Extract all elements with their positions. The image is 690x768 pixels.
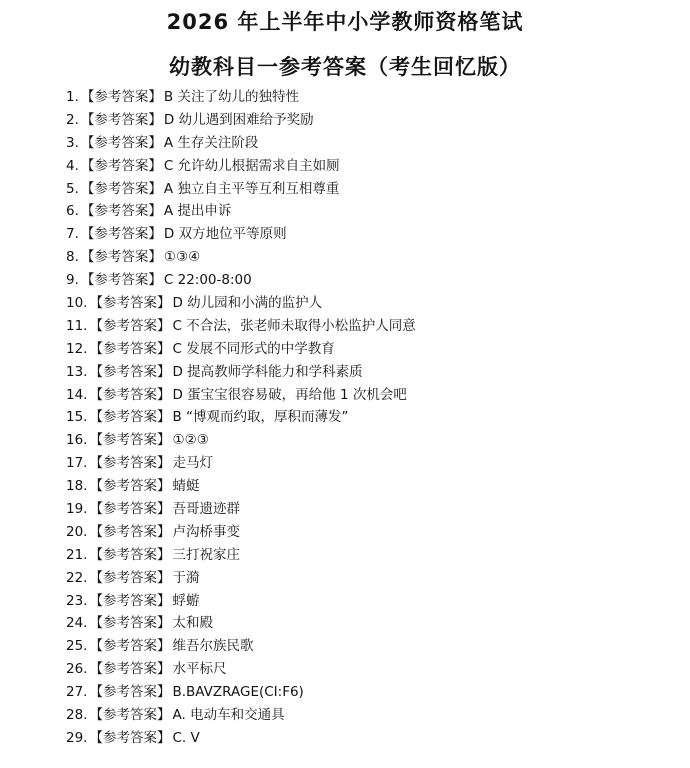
answer-tag: 【参考答案】 <box>80 180 162 197</box>
answer-item <box>66 475 416 498</box>
answer-tag: 【参考答案】 <box>89 615 171 632</box>
answer-item <box>66 384 416 407</box>
answer-number: 18. <box>66 478 88 495</box>
answer-tag: 【参考答案】 <box>89 386 171 403</box>
answer-number: 24. <box>66 615 88 632</box>
answer-number: 10. <box>66 295 88 312</box>
answer-number: 23. <box>66 592 88 609</box>
answer-text: ①②③ <box>172 432 209 449</box>
answer-number: 9. <box>66 272 79 289</box>
answer-number: 11. <box>66 317 88 334</box>
answer-number: 8. <box>66 249 79 266</box>
answer-tag: 【参考答案】 <box>89 478 171 495</box>
answer-tag: 【参考答案】 <box>89 661 171 678</box>
answer-tag: 【参考答案】 <box>89 546 171 563</box>
answer-text: D 蛋宝宝很容易破，再给他 1 次机会吧 <box>172 386 407 403</box>
answer-tag: 【参考答案】 <box>89 340 171 357</box>
answer-text: D 幼儿遇到困难给予奖励 <box>163 111 314 128</box>
answer-number: 21. <box>66 546 88 563</box>
answer-text: B “博观而约取，厚积而薄发” <box>172 409 349 426</box>
answer-text: D 幼儿园和小满的监护人 <box>172 295 323 312</box>
answer-tag: 【参考答案】 <box>89 569 171 586</box>
answer-tag: 【参考答案】 <box>89 317 171 334</box>
answer-tag: 【参考答案】 <box>89 684 171 701</box>
answer-item <box>66 315 416 338</box>
answer-tag: 【参考答案】 <box>89 295 171 312</box>
answer-number: 29. <box>66 729 88 746</box>
answer-item <box>66 635 416 658</box>
answer-text: 水平标尺 <box>172 661 227 678</box>
answer-item <box>66 269 416 292</box>
answer-text: C 发展不同形式的中学教育 <box>172 340 335 357</box>
answer-tag: 【参考答案】 <box>80 272 162 289</box>
answer-tag: 【参考答案】 <box>89 638 171 655</box>
answer-item <box>66 727 416 750</box>
answer-number: 12. <box>66 340 88 357</box>
answer-number: 3. <box>66 134 79 151</box>
answer-text: A 提出申诉 <box>163 203 232 220</box>
answer-text: D 提高教师学科能力和学科素质 <box>172 363 363 380</box>
answer-item <box>66 704 416 727</box>
answer-number: 6. <box>66 203 79 220</box>
answer-number: 2. <box>66 111 79 128</box>
answer-number: 4. <box>66 157 79 174</box>
answer-item <box>66 429 416 452</box>
answer-number: 19. <box>66 501 88 518</box>
answer-item <box>66 590 416 613</box>
answer-number: 13. <box>66 363 88 380</box>
answer-text: A 生存关注阶段 <box>163 134 259 151</box>
answer-item <box>66 223 416 246</box>
answer-text: 走马灯 <box>172 455 213 472</box>
answer-item <box>66 681 416 704</box>
document-subtitle: 幼教科目一参考答案（考生回忆版） <box>169 55 521 79</box>
answer-item <box>66 452 416 475</box>
answer-tag: 【参考答案】 <box>89 523 171 540</box>
answer-text: A. 电动车和交通具 <box>172 707 285 724</box>
answer-number: 26. <box>66 661 88 678</box>
answer-number: 16. <box>66 432 88 449</box>
answer-tag: 【参考答案】 <box>80 89 162 105</box>
answer-item <box>66 132 416 155</box>
answer-text: C 允许幼儿根据需求自主如厕 <box>163 157 340 174</box>
answer-item <box>66 658 416 681</box>
answer-tag: 【参考答案】 <box>89 455 171 472</box>
answer-tag: 【参考答案】 <box>89 729 171 746</box>
answer-number: 17. <box>66 455 88 472</box>
answer-tag: 【参考答案】 <box>89 592 171 609</box>
answer-item <box>66 200 416 223</box>
answer-tag: 【参考答案】 <box>80 226 162 243</box>
answer-item <box>66 612 416 635</box>
answer-number: 5. <box>66 180 79 197</box>
answer-text: 于漪 <box>172 569 200 586</box>
answer-text: 太和殿 <box>172 615 213 632</box>
answer-number: 15. <box>66 409 88 426</box>
answer-text: ①③④ <box>163 249 201 266</box>
answer-number: 7. <box>66 226 79 243</box>
answer-tag: 【参考答案】 <box>80 203 162 220</box>
answer-tag: 【参考答案】 <box>80 134 162 151</box>
answer-item <box>66 155 416 178</box>
answer-number: 28. <box>66 707 88 724</box>
answer-list <box>66 86 416 750</box>
document-title: 2026 年上半年中小学教师资格笔试 <box>166 10 524 34</box>
answer-item <box>66 338 416 361</box>
answer-tag: 【参考答案】 <box>80 249 162 266</box>
answer-text: B 关注了幼儿的独特性 <box>163 89 299 105</box>
answer-item <box>66 498 416 521</box>
answer-number: 20. <box>66 523 88 540</box>
answer-item <box>66 109 416 132</box>
answer-text: 三打祝家庄 <box>172 546 240 563</box>
answer-text: B.BAVZRAGE(CI:F6) <box>172 684 304 701</box>
answer-item <box>66 361 416 384</box>
answer-item <box>66 521 416 544</box>
answer-tag: 【参考答案】 <box>89 363 171 380</box>
answer-text: C 不合法，张老师未取得小松监护人同意 <box>172 317 416 334</box>
answer-tag: 【参考答案】 <box>80 157 162 174</box>
answer-text: C 22:00-8:00 <box>163 272 252 289</box>
answer-tag: 【参考答案】 <box>89 409 171 426</box>
answer-text: 吾哥遗迹群 <box>172 501 240 518</box>
answer-item <box>66 246 416 269</box>
answer-number: 25. <box>66 638 88 655</box>
answer-text: 维吾尔族民歌 <box>172 638 254 655</box>
answer-item <box>66 406 416 429</box>
answer-tag: 【参考答案】 <box>80 111 162 128</box>
answer-text: 蜉蝣 <box>172 592 200 609</box>
answer-text: 蜻蜓 <box>172 478 200 495</box>
answer-item <box>66 86 416 109</box>
answer-number: 14. <box>66 386 88 403</box>
answer-item <box>66 292 416 315</box>
answer-number: 27. <box>66 684 88 701</box>
answer-tag: 【参考答案】 <box>89 707 171 724</box>
answer-tag: 【参考答案】 <box>89 432 171 449</box>
answer-text: D 双方地位平等原则 <box>163 226 287 243</box>
answer-text: A 独立自主平等互利互相尊重 <box>163 180 340 197</box>
answer-item <box>66 567 416 590</box>
answer-tag: 【参考答案】 <box>89 501 171 518</box>
answer-text: 卢沟桥事变 <box>172 523 240 540</box>
answer-item <box>66 544 416 567</box>
answer-text: C. V <box>172 729 200 746</box>
answer-number: 1. <box>66 89 79 105</box>
answer-item <box>66 178 416 201</box>
answer-number: 22. <box>66 569 88 586</box>
